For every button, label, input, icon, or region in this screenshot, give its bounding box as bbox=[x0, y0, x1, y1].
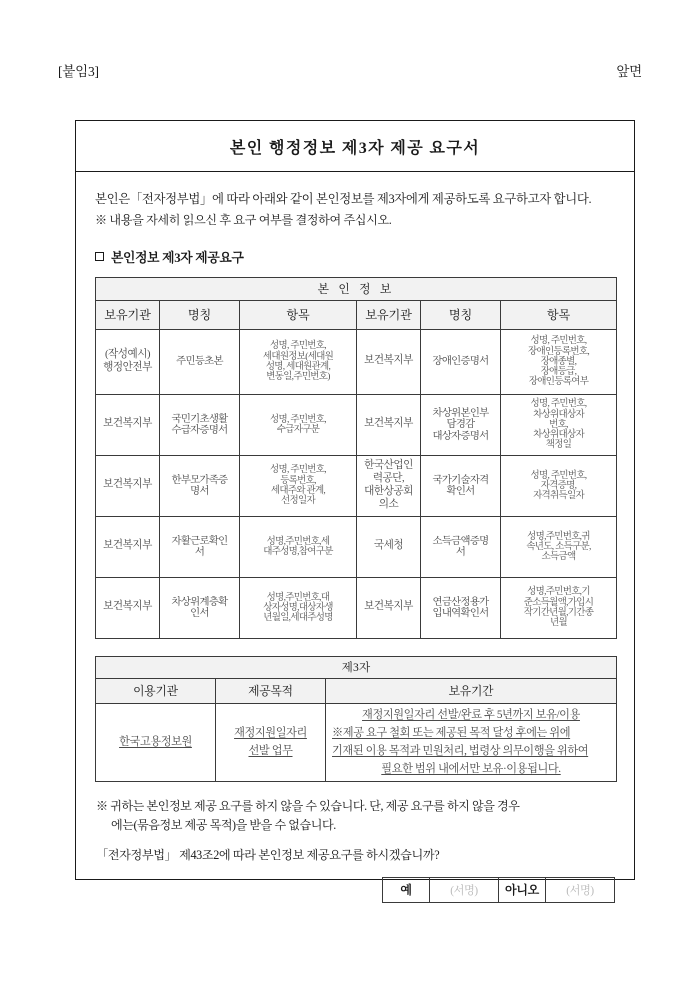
cell-org-right: 보건복지부 bbox=[357, 329, 421, 394]
section-heading-label: 본인정보 제3자 제공요구 bbox=[111, 250, 244, 265]
cell-items-right: 성명, 주민번호, 장애인등록번호, 장애종별, 장애등급, 장애인등록여부 bbox=[501, 329, 617, 394]
cell-org-left: 보건복지부 bbox=[96, 455, 160, 516]
cell-name-left: 차상위계층확 인서 bbox=[160, 577, 240, 638]
third-party-caption-row bbox=[96, 656, 617, 678]
footer-notes bbox=[95, 797, 615, 863]
col-header-purpose: 제공목적 bbox=[216, 678, 326, 703]
retention-line-4: 필요한 범위 내에서만 보유·이용됩니다. bbox=[381, 763, 561, 776]
third-party-caption: 제3자 bbox=[96, 656, 617, 678]
cell-org-right: 보건복지부 bbox=[357, 577, 421, 638]
cell-org-left: (작성예시) 행정안전부 bbox=[96, 329, 160, 394]
cell-items-left: 성명, 주민번호, 세대원정보(세대원 성명, 세대원관계, 변동일,주민번호) bbox=[240, 329, 357, 394]
col-header-items-right: 항목 bbox=[501, 300, 617, 329]
col-header-name-right: 명칭 bbox=[421, 300, 501, 329]
retention-line-3: 기재된 이용 목적과 민원처리, 법령상 의무이행을 위하여 bbox=[332, 745, 589, 758]
cell-purpose: 재정지원일자리 선발 업무 bbox=[216, 703, 326, 781]
cell-items-right: 성명,주민번호,기 준소득월액,가입시 작기간년월,기간종 년월 bbox=[501, 577, 617, 638]
form-body bbox=[76, 172, 634, 903]
form-title: 본인 행정정보 제3자 제공 요구서 bbox=[76, 121, 634, 172]
self-info-header-row bbox=[96, 300, 617, 329]
cell-name-left: 주민등초본 bbox=[160, 329, 240, 394]
signature-area bbox=[95, 877, 615, 903]
cell-agency: 한국고용정보원 bbox=[96, 703, 216, 781]
col-header-items-left: 항목 bbox=[240, 300, 357, 329]
note-line-2: 에는(묶음정보 제공 목적)을 받을 수 없습니다. bbox=[111, 818, 336, 833]
form-container bbox=[75, 120, 635, 898]
cell-items-right: 성명, 주민번호, 자격증명, 자격취득일자 bbox=[501, 455, 617, 516]
retention-line-2: ※제공 요구 철회 또는 제공된 목적 달성 후에는 위에 bbox=[332, 727, 571, 740]
cell-items-left: 성명,주민번호,세 대주성명,참여구분 bbox=[240, 516, 357, 577]
cell-org-left: 보건복지부 bbox=[96, 516, 160, 577]
consent-yes-signature-field[interactable]: (서명) bbox=[430, 877, 499, 902]
cell-name-right: 연금산정용가 입내역확인서 bbox=[421, 577, 501, 638]
cell-org-right: 보건복지부 bbox=[357, 394, 421, 455]
cell-name-left: 한부모가족증 명서 bbox=[160, 455, 240, 516]
section-heading bbox=[95, 247, 615, 266]
attachment-label: [붙임3] bbox=[58, 64, 99, 79]
third-party-table-body bbox=[96, 656, 617, 781]
cell-items-right: 성명,주민번호,귀 속년도, 소득구분, 소득금액 bbox=[501, 516, 617, 577]
intro-note: ※ 내용을 자세히 읽으신 후 요구 여부를 결정하여 주십시오. bbox=[95, 213, 392, 228]
table-row bbox=[96, 455, 617, 516]
cell-name-left: 자활근로확인 서 bbox=[160, 516, 240, 577]
note-line-1: ※ 귀하는 본인정보 제공 요구를 하지 않을 수 있습니다. 단, 제공 요구를 하지 않을 경우 bbox=[96, 798, 520, 813]
table-row bbox=[96, 703, 617, 781]
cell-retention bbox=[326, 703, 617, 781]
col-header-agency: 이용기관 bbox=[96, 678, 216, 703]
third-party-table bbox=[95, 656, 617, 782]
retention-line-1: 재정지원일자리 선발/완료 후 5년까지 보유/이용 bbox=[362, 708, 580, 721]
cell-name-right: 차상위본인부 담경감 대상자증명서 bbox=[421, 394, 501, 455]
consent-no-label[interactable]: 아니오 bbox=[499, 877, 546, 902]
cell-items-left: 성명,주민번호,대 상자성명,대상자생 년월일,세대주성명 bbox=[240, 577, 357, 638]
self-info-table-body bbox=[96, 277, 617, 638]
signature-row bbox=[383, 877, 615, 902]
cell-org-right: 한국산업인 력공단, 대한상공회 의소 bbox=[357, 455, 421, 516]
cell-items-right: 성명, 주민번호, 차상위대상자 번호, 차상위대상자 책정일 bbox=[501, 394, 617, 455]
col-header-org-left: 보유기관 bbox=[96, 300, 160, 329]
consent-no-signature-field[interactable]: (서명) bbox=[546, 877, 615, 902]
cell-org-right: 국세청 bbox=[357, 516, 421, 577]
self-info-caption: 본 인 정 보 bbox=[96, 277, 617, 300]
consent-yes-label[interactable]: 예 bbox=[383, 877, 430, 902]
cell-items-left: 성명, 주민번호, 등록번호, 세대주와 관계, 선정일자 bbox=[240, 455, 357, 516]
intro-statement: 본인은「전자정부법」에 따라 아래와 같이 본인정보를 제3자에게 제공하도록 요구하고자 합니다. bbox=[95, 192, 592, 206]
col-header-org-right: 보유기관 bbox=[357, 300, 421, 329]
table-row bbox=[96, 516, 617, 577]
table-row bbox=[96, 329, 617, 394]
col-header-name-left: 명칭 bbox=[160, 300, 240, 329]
self-info-caption-row bbox=[96, 277, 617, 300]
page-header bbox=[58, 60, 642, 80]
self-info-table bbox=[95, 277, 617, 639]
cell-org-left: 보건복지부 bbox=[96, 394, 160, 455]
checkbox-icon[interactable] bbox=[95, 252, 104, 261]
table-row bbox=[96, 394, 617, 455]
cell-name-left: 국민기초생활 수급자증명서 bbox=[160, 394, 240, 455]
table-row bbox=[96, 577, 617, 638]
consent-question: 「전자정부법」 제43조2에 따라 본인정보 제공요구를 하시겠습니까? bbox=[96, 847, 440, 862]
cell-org-left: 보건복지부 bbox=[96, 577, 160, 638]
third-party-header-row bbox=[96, 678, 617, 703]
page-side-label: 앞면 bbox=[616, 64, 642, 79]
cell-name-right: 장애인증명서 bbox=[421, 329, 501, 394]
cell-items-left: 성명, 주민번호, 수급자구분 bbox=[240, 394, 357, 455]
signature-table bbox=[382, 877, 615, 903]
cell-name-right: 소득금액증명 서 bbox=[421, 516, 501, 577]
col-header-retention: 보유기간 bbox=[326, 678, 617, 703]
cell-name-right: 국가기술자격 확인서 bbox=[421, 455, 501, 516]
